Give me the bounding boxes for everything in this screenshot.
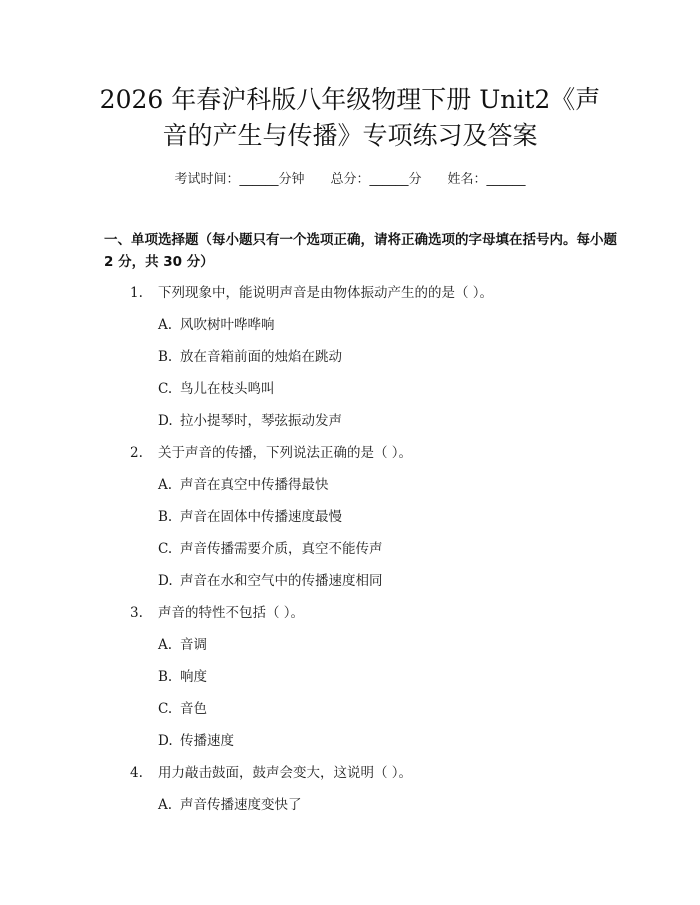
- question-1-option-a: [158, 313, 275, 333]
- exam-time-field: 考试时间：______分钟: [174, 172, 305, 187]
- question-2-option-a: [158, 473, 329, 493]
- question-text: 用力敲击鼓面，鼓声会变大，这说明（ ）。: [158, 765, 413, 781]
- question-1-option-c: [158, 377, 275, 397]
- option-text: 声音传播需要介质，真空不能传声: [180, 541, 383, 557]
- question-2-option-b: [158, 505, 342, 525]
- option-text: 声音传播速度变快了: [180, 797, 302, 813]
- question-text: 声音的特性不包括（ ）。: [158, 605, 305, 621]
- page-title: 2026 年春沪科版八年级物理下册 Unit2《声音的产生与传播》专项练习及答案: [99, 85, 601, 150]
- question-number: 3.: [130, 605, 143, 621]
- question-1: [130, 281, 493, 301]
- option-letter: B.: [158, 669, 173, 685]
- option-text: 鸟儿在枝头鸣叫: [180, 381, 275, 397]
- question-2: [130, 441, 412, 461]
- option-letter: B.: [158, 349, 173, 365]
- option-letter: C.: [158, 541, 173, 557]
- option-text: 音色: [180, 701, 207, 717]
- option-text: 传播速度: [180, 733, 234, 749]
- total-score-field: 总分：______分: [330, 172, 422, 187]
- option-letter: C.: [158, 701, 173, 717]
- option-text: 声音在真空中传播得最快: [180, 477, 329, 493]
- option-letter: B.: [158, 509, 173, 525]
- question-number: 1.: [130, 285, 143, 301]
- option-text: 音调: [180, 637, 207, 653]
- option-letter: A.: [158, 797, 173, 813]
- exam-info-line: [0, 168, 700, 187]
- option-letter: A.: [158, 317, 173, 333]
- option-letter: D.: [158, 733, 173, 749]
- question-3-option-b: [158, 665, 207, 685]
- option-text: 放在音箱前面的烛焰在跳动: [180, 349, 342, 365]
- question-number: 4.: [130, 765, 143, 781]
- option-letter: D.: [158, 413, 173, 429]
- question-3-option-a: [158, 633, 207, 653]
- question-text: 下列现象中，能说明声音是由物体振动产生的的是（ ）。: [158, 285, 494, 301]
- section-heading: 一、单项选择题（每小题只有一个选项正确，请将正确选项的字母填在括号内。每小题 2 分，共 30 分）: [104, 232, 617, 270]
- question-text: 关于声音的传播，下列说法正确的是（ ）。: [158, 445, 413, 461]
- question-4: [130, 761, 412, 781]
- option-text: 声音在水和空气中的传播速度相同: [180, 573, 383, 589]
- option-letter: A.: [158, 637, 173, 653]
- question-2-option-d: [158, 569, 383, 589]
- question-1-option-d: [158, 409, 342, 429]
- question-4-option-a: [158, 793, 302, 813]
- question-1-option-b: [158, 345, 342, 365]
- option-text: 拉小提琴时，琴弦振动发声: [180, 413, 342, 429]
- question-3-option-c: [158, 697, 207, 717]
- option-letter: D.: [158, 573, 173, 589]
- question-2-option-c: [158, 537, 383, 557]
- option-letter: C.: [158, 381, 173, 397]
- question-3: [130, 601, 304, 621]
- question-3-option-d: [158, 729, 234, 749]
- option-letter: A.: [158, 477, 173, 493]
- question-number: 2.: [130, 445, 143, 461]
- student-name-field: 姓名：______: [447, 172, 526, 187]
- option-text: 声音在固体中传播速度最慢: [180, 509, 342, 525]
- option-text: 风吹树叶哗哗响: [180, 317, 275, 333]
- option-text: 响度: [180, 669, 207, 685]
